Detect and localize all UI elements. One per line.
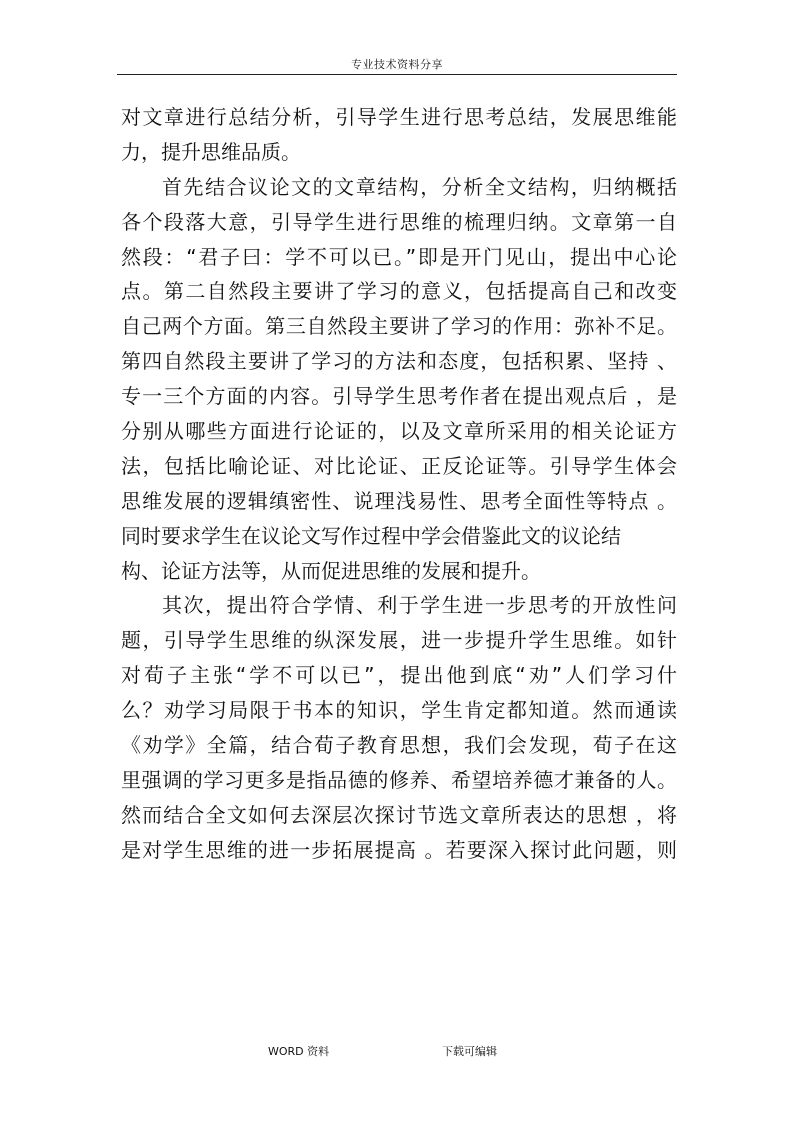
text-line: 是对学生思维的进一步拓展提高 。若要深入探讨此问题，则 [121, 837, 677, 862]
text-line: 首先结合议论文的文章结构，分析全文结构，归纳概括 [162, 174, 677, 199]
text-line: 同时要求学生在议论文写作过程中学会借鉴此文的议论结 [121, 523, 621, 548]
text-line: 然而结合全文如何去深层次探讨节选文章所表达的思想 ，将 [121, 802, 677, 827]
text-line: 法，包括比喻论证、对比论证、正反论证等。引导学生体会 [121, 453, 677, 478]
page-header-title: 专业技术资料分享 [351, 58, 443, 71]
header-divider [117, 74, 677, 75]
text-line: 点。第二自然段主要讲了学习的意义，包括提高自己和改变 [121, 279, 677, 304]
text-line: 自己两个方面。第三自然段主要讲了学习的作用：弥补不足。 [121, 314, 677, 339]
text-line: 么？劝学习局限于书本的知识，学生肯定都知道。然而通读 [121, 698, 677, 723]
text-line: 构、论证方法等，从而促进思维的发展和提升。 [121, 558, 541, 583]
text-line: 分别从哪些方面进行论证的，以及文章所采用的相关论证方 [121, 419, 677, 444]
text-line: 题，引导学生思维的纵深发展，进一步提升学生思维。如针 [121, 628, 677, 653]
text-line: 第四自然段主要讲了学习的方法和态度，包括积累、坚持 、 [121, 349, 677, 374]
text-line: 《劝学》全篇，结合荀子教育思想，我们会发现，荀子在这 [121, 733, 677, 758]
text-line: 里强调的学习更多是指品德的修养、希望培养德才兼备的人。 [121, 767, 677, 792]
text-line: 对荀子主张“学不可以已”，提出他到底“劝”人们学习什 [121, 663, 677, 688]
text-line: 专一三个方面的内容。引导学生思考作者在提出观点后 ，是 [121, 384, 677, 409]
text-line: 思维发展的逻辑缜密性、说理浅易性、思考全面性等特点 。 [121, 488, 677, 513]
text-line: 各个段落大意，引导学生进行思维的梳理归纳。文章第一自 [121, 209, 677, 234]
text-line: 其次，提出符合学情、利于学生进一步思考的开放性问 [162, 593, 677, 618]
footer-left-label: WORD 资料 [268, 1045, 330, 1058]
text-line: 力，提升思维品质。 [121, 139, 301, 164]
text-line: 对文章进行总结分析，引导学生进行思考总结，发展思维能 [121, 105, 677, 129]
document-body [121, 100, 677, 868]
footer-right-label: 下载可编辑 [442, 1045, 497, 1058]
text-line: 然段：“君子曰：学不可以已。”即是开门见山，提出中心论 [121, 244, 677, 269]
